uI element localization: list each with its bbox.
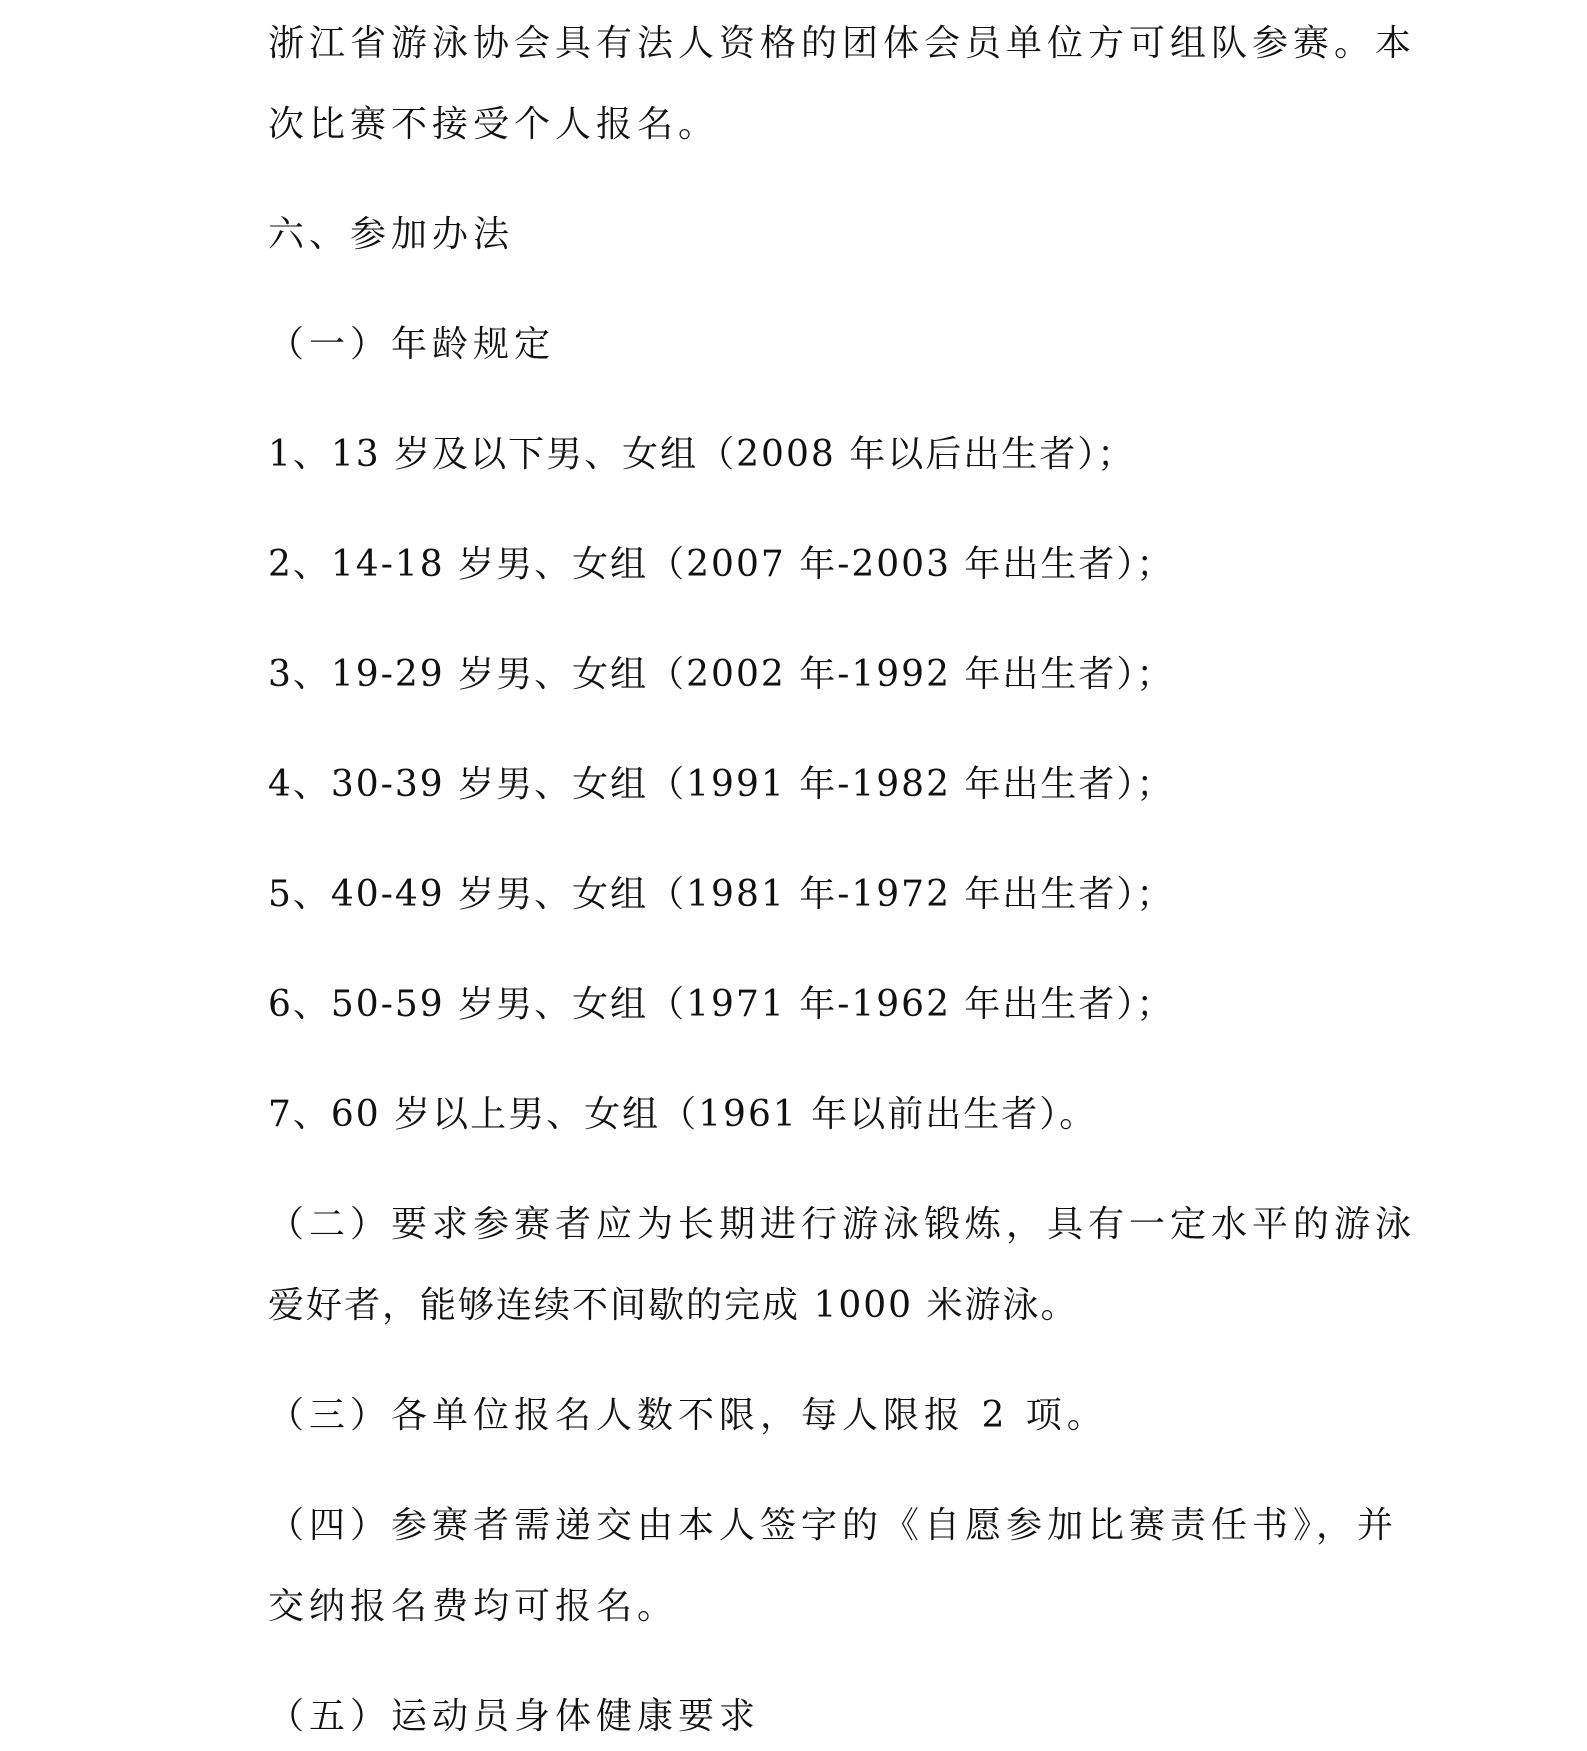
requirement-three: （三）各单位报名人数不限，每人限报 2 项。	[268, 1395, 1108, 1436]
requirement-two-line-2: 爱好者，能够连续不间歇的完成 1000 米游泳。	[268, 1285, 1079, 1326]
age-group-item-1: 1、13 岁及以下男、女组（2008 年以后出生者）；	[268, 434, 1136, 475]
requirement-four-line-2: 交纳报名费均可报名。	[268, 1586, 679, 1627]
age-group-item-3: 3、19-29 岁男、女组（2002 年-1992 年出生者）；	[268, 654, 1175, 695]
requirement-four-line-1: （四）参赛者需递交由本人签字的《自愿参加比赛责任书》，并	[268, 1505, 1399, 1546]
age-group-item-6: 6、50-59 岁男、女组（1971 年-1962 年出生者）；	[268, 984, 1175, 1025]
requirement-two-line-1: （二）要求参赛者应为长期进行游泳锻炼，具有一定水平的游泳	[268, 1204, 1417, 1245]
age-group-item-2: 2、14-18 岁男、女组（2007 年-2003 年出生者）；	[268, 544, 1175, 585]
age-group-item-5: 5、40-49 岁男、女组（1981 年-1972 年出生者）；	[268, 874, 1175, 915]
subsection-heading-age-rules: （一）年龄规定	[268, 324, 556, 365]
section-heading-six: 六、参加办法	[268, 214, 515, 255]
intro-line-1: 浙江省游泳协会具有法人资格的团体会员单位方可组队参赛。本	[268, 23, 1417, 64]
requirement-five: （五）运动员身体健康要求	[268, 1696, 761, 1737]
age-group-item-7: 7、60 岁以上男、女组（1961 年以前出生者）。	[268, 1094, 1098, 1135]
age-group-item-4: 4、30-39 岁男、女组（1991 年-1982 年出生者）；	[268, 764, 1175, 805]
intro-line-2: 次比赛不接受个人报名。	[268, 104, 720, 145]
